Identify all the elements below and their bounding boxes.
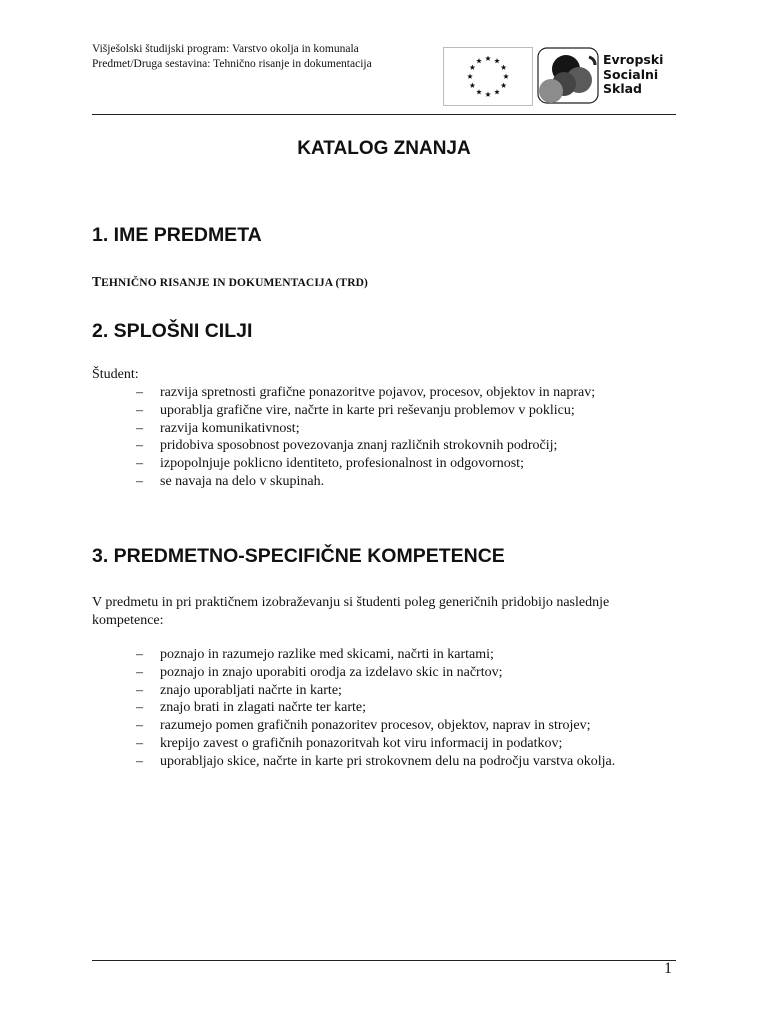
eu-star-icon (470, 65, 476, 70)
esf-logo-text (603, 53, 663, 97)
eu-star-icon (485, 56, 491, 61)
page-number: 1 (664, 960, 672, 977)
list-item-text: pridobiva sposobnost povezovanja znanj različnih strokovnih področij; (160, 438, 558, 454)
list-item (136, 735, 615, 753)
list-dash: – (136, 438, 143, 454)
esf-line1: Evropski (603, 52, 664, 67)
header-divider (92, 114, 676, 115)
list-dash: – (136, 664, 143, 680)
eu-star-icon (476, 89, 482, 94)
list-item (136, 699, 615, 717)
esf-line3: Sklad (603, 81, 642, 96)
eu-stars-icon (444, 48, 532, 105)
list-item (136, 646, 615, 664)
list-dash: – (136, 385, 143, 400)
section1-heading: 1. IME PREDMETA (92, 224, 262, 246)
list-item-text: znajo uporabljati načrte in karte; (160, 682, 342, 698)
subject-name-initial: T (92, 274, 102, 289)
header-subject-label: Predmet/Druga sestavina: (92, 58, 211, 70)
list-dash: – (136, 700, 143, 716)
list-item (136, 717, 615, 735)
list-item-text: razvija spretnosti grafične ponazoritve pojavov, procesov, objektov in naprav; (160, 385, 596, 400)
header-program-value: Varstvo okolja in komunala (231, 43, 359, 55)
header-program-line (92, 42, 432, 57)
list-item-text: izpopolnjuje poklicno identiteto, profesionalnost in odgovornost; (160, 456, 524, 472)
eu-star-icon (494, 89, 500, 94)
esf-line2: Socialni (603, 66, 659, 82)
eu-star-icon (467, 74, 473, 79)
page-header (92, 42, 432, 72)
section3-intro (92, 594, 609, 630)
list-dash: – (136, 735, 143, 751)
list-item (136, 402, 595, 420)
list-dash: – (136, 420, 143, 436)
header-subject-line (92, 57, 432, 72)
list-item-text: poznajo in razumejo razlike med skicami, načrti in kartami; (160, 647, 494, 662)
eu-star-icon (494, 58, 500, 63)
eu-star-icon (503, 74, 509, 79)
footer-divider (92, 960, 676, 961)
esf-logo (537, 47, 677, 104)
header-program-label: Višješolski študijski program: (92, 43, 230, 55)
section3-intro-line1: V predmetu in pri praktičnem izobraževanju si študenti poleg generičnih pridobijo naslednje (92, 595, 610, 610)
header-subject-value: Tehnično risanje in dokumentacija (213, 58, 372, 70)
list-item-text: razumejo pomen grafičnih ponazoritev procesov, objektov, naprav in strojev; (160, 718, 591, 734)
list-dash: – (136, 718, 143, 734)
eu-star-icon (501, 83, 507, 88)
section3-list (136, 646, 615, 771)
section3-heading: 3. PREDMETNO-SPECIFIČNE KOMPETENCE (92, 545, 505, 567)
list-item-text: krepijo zavest o grafičnih ponazoritvah kot viru informacij in podatkov; (160, 735, 563, 751)
section2-intro: Študent: (92, 367, 139, 382)
list-dash: – (136, 682, 143, 698)
section2-list (136, 384, 595, 491)
list-dash: – (136, 473, 143, 489)
list-item-text: uporablja grafične vire, načrte in karte pri reševanju problemov v poklicu; (160, 402, 575, 418)
list-item (136, 437, 595, 455)
document-title: KATALOG ZNANJA (297, 138, 471, 159)
list-item (136, 664, 615, 682)
list-item-text: poznajo in znajo uporabiti orodja za izdelavo skic in načrtov; (160, 664, 503, 680)
section2-heading: 2. SPLOŠNI CILJI (92, 320, 253, 342)
section3-intro-line2: kompetence: (92, 613, 164, 628)
list-item-text: uporabljajo skice, načrte in karte pri strokovnem delu na področju varstva okolja. (160, 753, 616, 769)
eu-star-icon (470, 83, 476, 88)
eu-star-icon (476, 58, 482, 63)
eu-flag-logo (443, 47, 533, 106)
esf-mark-icon (537, 47, 599, 104)
subject-name-rest: EHNIČNO RISANJE IN DOKUMENTACIJA (TRD) (101, 277, 368, 289)
eu-star-icon (501, 65, 507, 70)
list-dash: – (136, 647, 143, 662)
list-item (136, 753, 615, 771)
list-item (136, 455, 595, 473)
list-dash: – (136, 402, 143, 418)
list-item (136, 682, 615, 700)
list-item (136, 384, 595, 402)
list-dash: – (136, 456, 143, 472)
list-item-text: se navaja na delo v skupinah. (160, 473, 325, 489)
list-item-text: znajo brati in zlagati načrte ter karte; (160, 700, 367, 716)
subject-name (92, 274, 368, 290)
list-dash: – (136, 753, 143, 769)
list-item (136, 420, 595, 438)
list-item (136, 473, 595, 491)
eu-star-icon (485, 92, 491, 97)
list-item-text: razvija komunikativnost; (160, 420, 300, 436)
